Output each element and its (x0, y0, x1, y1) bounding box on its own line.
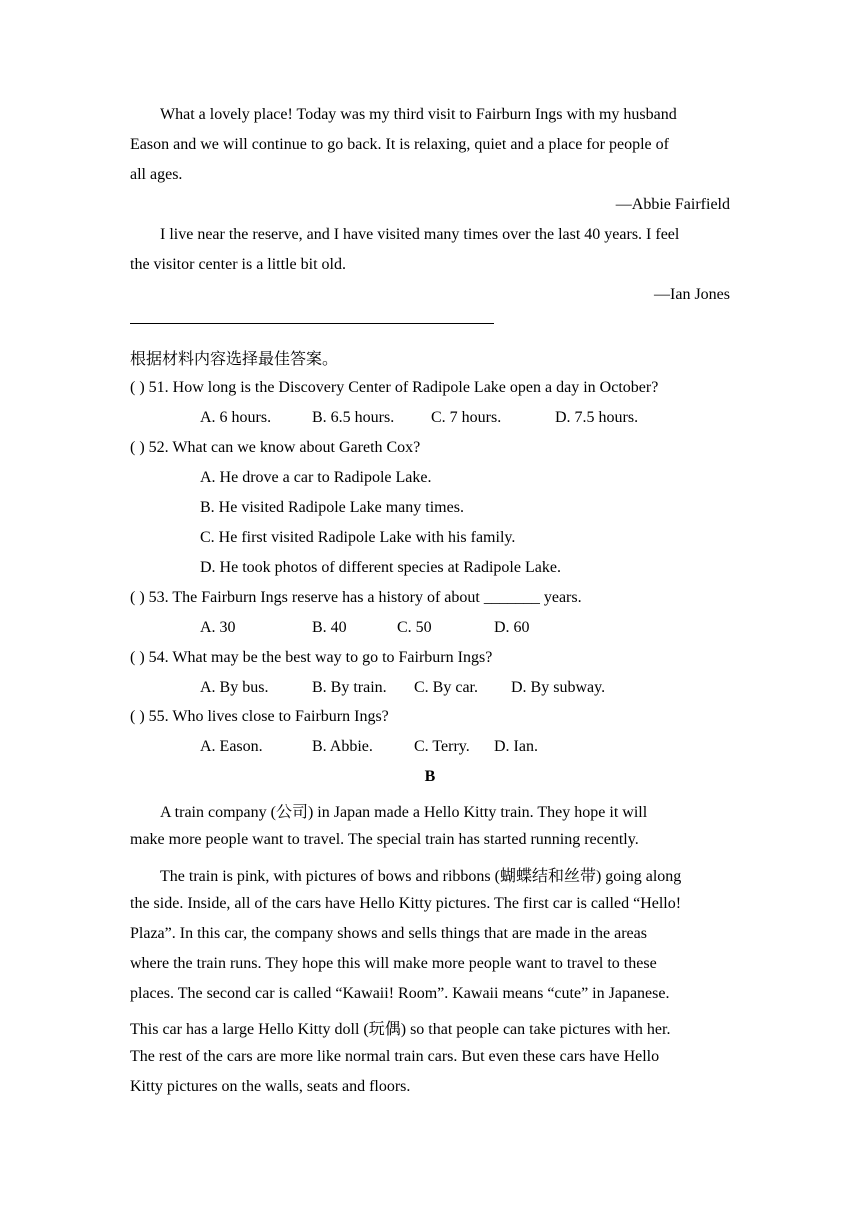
question-51: ( ) 51. How long is the Discovery Center of Radipole Lake open a day in October? (130, 379, 659, 396)
q53-option-c: C. 50 (397, 619, 432, 636)
q51-option-c: C. 7 hours. (431, 409, 502, 426)
review-1-line-1: What a lovely place! Today was my third visit to Fairburn Ings with my husband (160, 106, 677, 123)
q55-option-d: D. Ian. (494, 738, 538, 755)
review-2-author: —Ian Jones (654, 286, 730, 303)
section-b-line-7: places. The second car is called “Kawaii! Room”. Kawaii means “cute” in Japanese. (130, 985, 670, 1002)
q52-option-c: C. He first visited Radipole Lake with his family. (200, 529, 516, 546)
q51-option-d: D. 7.5 hours. (555, 409, 639, 426)
q53-option-b: B. 40 (312, 619, 347, 636)
q55-option-b: B. Abbie. (312, 738, 373, 755)
section-b-line-2: make more people want to travel. The special train has started running recently. (130, 831, 639, 848)
section-b-line-9: The rest of the cars are more like normal train cars. But even these cars have Hello (130, 1048, 660, 1065)
q54-option-a: A. By bus. (200, 679, 269, 696)
section-b-line-5: Plaza”. In this car, the company shows and sells things that are made in the areas (130, 925, 647, 942)
q52-option-a: A. He drove a car to Radipole Lake. (200, 469, 432, 486)
q51-option-b: B. 6.5 hours. (312, 409, 395, 426)
section-b-line-4: the side. Inside, all of the cars have Hello Kitty pictures. The first car is called “Hello! (130, 895, 682, 912)
question-52: ( ) 52. What can we know about Gareth Cox? (130, 439, 421, 456)
section-b-line-1: A train company (公司) in Japan made a Hello Kitty train. They hope it will (160, 804, 648, 821)
section-b-heading: B (424, 768, 436, 785)
q51-option-a: A. 6 hours. (200, 409, 272, 426)
review-2-line-1: I live near the reserve, and I have visited many times over the last 40 years. I feel (160, 226, 680, 243)
q55-option-a: A. Eason. (200, 738, 263, 755)
section-b-line-8: This car has a large Hello Kitty doll (玩偶) so that people can take pictures with her. (130, 1021, 671, 1038)
section-b-line-3: The train is pink, with pictures of bows and ribbons (蝴蝶结和丝带) going along (160, 868, 682, 885)
q52-option-b: B. He visited Radipole Lake many times. (200, 499, 464, 516)
question-55: ( ) 55. Who lives close to Fairburn Ings? (130, 708, 389, 725)
q54-option-b: B. By train. (312, 679, 387, 696)
section-b-line-6: where the train runs. They hope this will make more people want to travel to these (130, 955, 657, 972)
q54-option-c: C. By car. (414, 679, 478, 696)
q52-option-d: D. He took photos of different species at Radipole Lake. (200, 559, 561, 576)
question-54: ( ) 54. What may be the best way to go to Fairburn Ings? (130, 649, 493, 666)
question-53: ( ) 53. The Fairburn Ings reserve has a history of about _______ years. (130, 589, 582, 606)
review-1-line-3: all ages. (130, 166, 183, 183)
separator-rule (130, 323, 494, 324)
review-1-line-2: Eason and we will continue to go back. It is relaxing, quiet and a place for people of (130, 136, 669, 153)
q53-option-a: A. 30 (200, 619, 236, 636)
q54-option-d: D. By subway. (511, 679, 606, 696)
section-b-line-10: Kitty pictures on the walls, seats and floors. (130, 1078, 411, 1095)
q55-option-c: C. Terry. (414, 738, 470, 755)
instruction: 根据材料内容选择最佳答案。 (130, 351, 339, 368)
review-1-author: —Abbie Fairfield (615, 196, 730, 213)
review-2-line-2: the visitor center is a little bit old. (130, 256, 346, 273)
q53-option-d: D. 60 (494, 619, 530, 636)
